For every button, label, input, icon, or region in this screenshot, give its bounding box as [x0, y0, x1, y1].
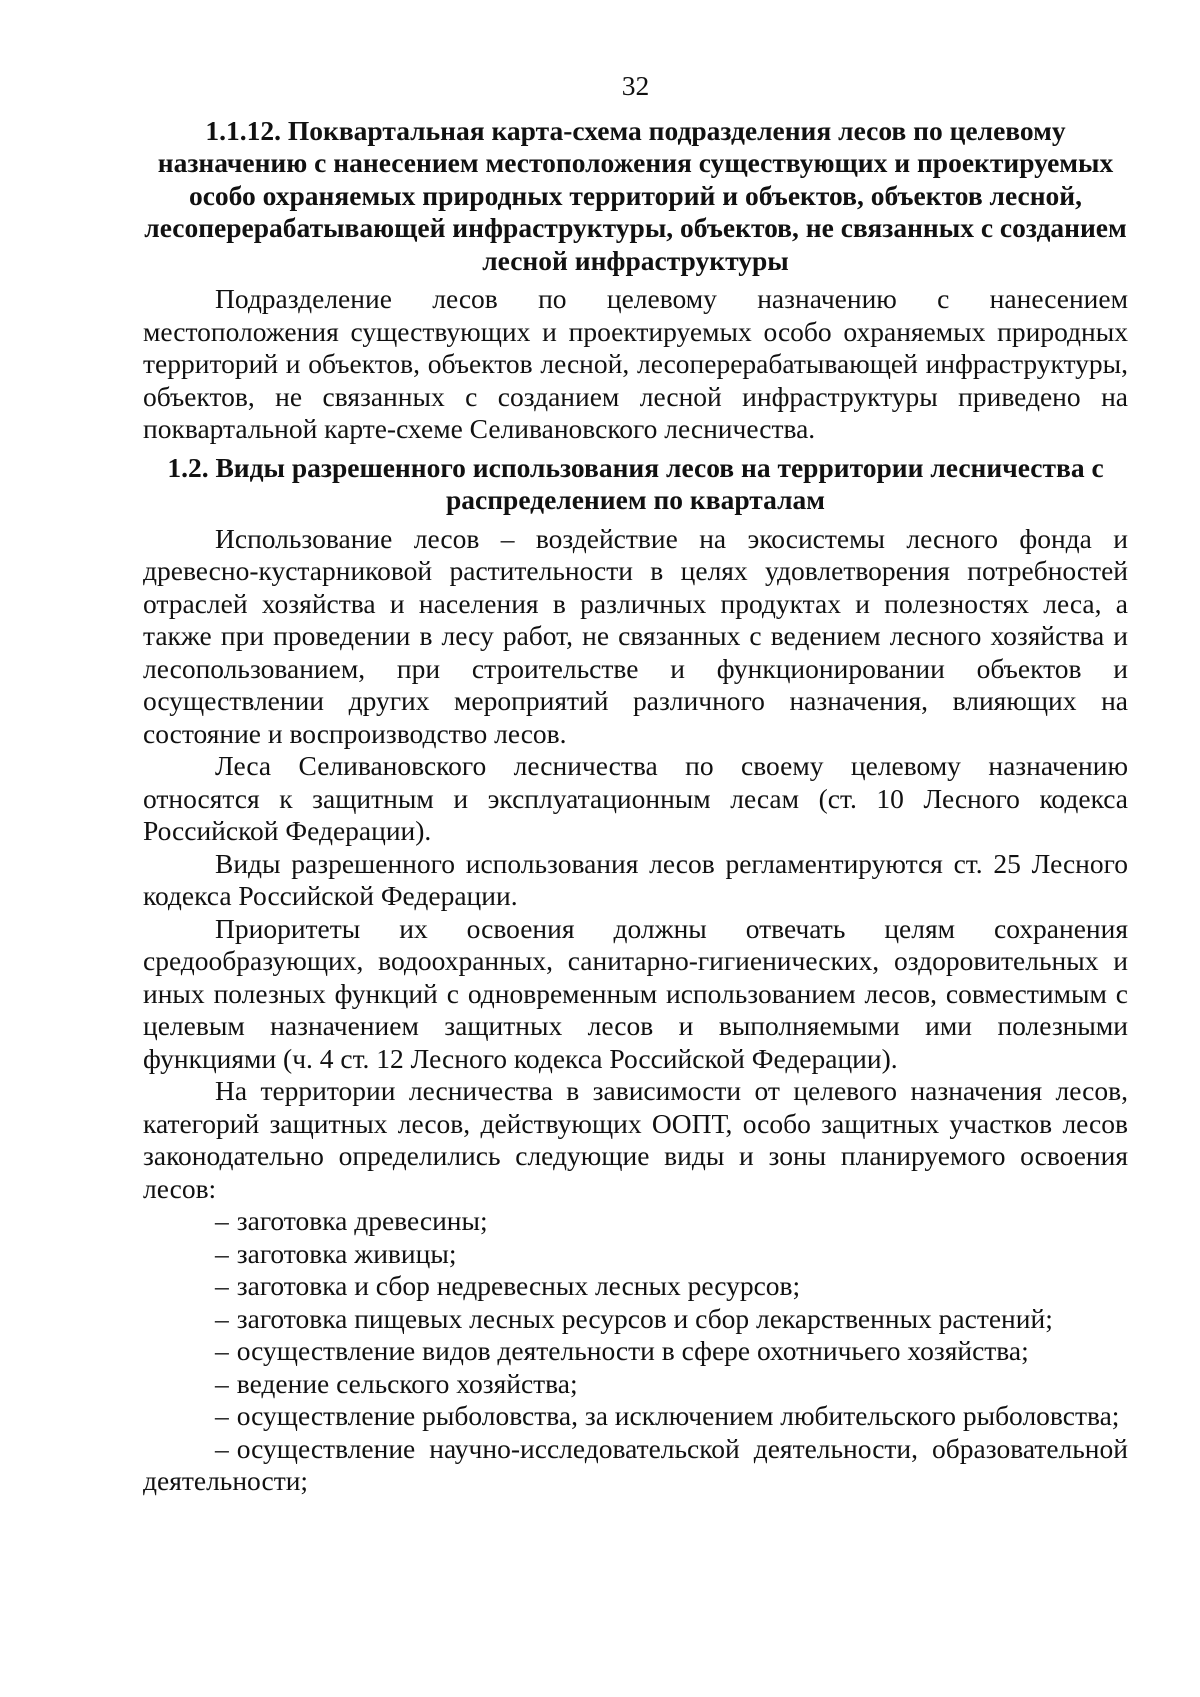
- body-paragraph: Подразделение лесов по целевому назначению с нанесением местоположения существующих и проектируемых особо охраняемых природных территорий и объектов, объектов лесной, лесоперерабатывающей инфраструктуры, объектов, не связанных с созданием лесной инфраструктуры приведено на поквартальной карте-схеме Селивановского лесничества.: [143, 283, 1128, 444]
- body-paragraph: Использование лесов – воздействие на экосистемы лесного фонда и древесно-кустарниковой растительности в целях удовлетворения потребностей отраслей хозяйства и населения в различных продуктах и полезностях леса, а также при проведении в лесу работ, не связанных с ведением лесного хозяйства и лесопользованием, при строительстве и функционировании объектов и осуществлении других мероприятий различного назначения, влияющих на состояние и воспроизводство лесов.: [143, 522, 1128, 749]
- list-item: [143, 1368, 1128, 1401]
- list-item-text: осуществление видов деятельности в сфере охотничьего хозяйства;: [236, 1335, 1029, 1366]
- section-1-2: [143, 452, 1128, 1498]
- list-item: [143, 1303, 1128, 1336]
- list-item-text: заготовка живицы;: [236, 1237, 457, 1269]
- dash-marker: –: [215, 1237, 229, 1269]
- list-item-text: осуществление рыболовства, за исключением любительского рыболовства;: [236, 1400, 1120, 1431]
- list-item: [143, 1270, 1128, 1303]
- dash-marker: –: [215, 1302, 229, 1334]
- body-paragraph: Приоритеты их освоения должны отвечать целям сохранения средообразующих, водоохранных, санитарно-гигиенических, оздоровительных и иных полезных функций с одновременным использованием лесов, совместимым с целевым назначением защитных лесов и выполняемыми ими полезными функциями (ч. 4 ст. 12 Лесного кодекса Российской Федерации).: [143, 912, 1128, 1074]
- body-paragraph: Леса Селивановского лесничества по своему целевому назначению относятся к защитным и эксплуатационным лесам (ст. 10 Лесного кодекса Российской Федерации).: [143, 750, 1128, 846]
- dash-marker: –: [215, 1432, 229, 1464]
- section-1-1-12: [143, 115, 1128, 446]
- forest-use-list: [143, 1205, 1128, 1498]
- list-item-text: заготовка пищевых лесных ресурсов и сбор лекарственных растений;: [236, 1302, 1053, 1334]
- list-item: [143, 1205, 1128, 1238]
- list-item: [143, 1433, 1128, 1498]
- list-item: [143, 1335, 1128, 1368]
- dash-marker: –: [215, 1270, 229, 1301]
- page-number: 32: [621, 70, 650, 101]
- dash-marker: –: [215, 1400, 229, 1431]
- body-paragraph: Виды разрешенного использования лесов регламентируются ст. 25 Лесного кодекса Российской Федерации.: [143, 847, 1128, 911]
- list-item-text: ведение сельского хозяйства;: [236, 1367, 578, 1399]
- body-paragraph: На территории лесничества в зависимости от целевого назначения лесов, категорий защитных лесов, действующих ООПТ, особо защитных участков лесов законодательно определились следующие виды и зоны планируемого освоения лесов:: [143, 1075, 1128, 1204]
- list-item-text: заготовка и сбор недревесных лесных ресурсов;: [236, 1270, 801, 1301]
- list-item-text: осуществление научно-исследовательской деятельности, образовательной деятельности;: [143, 1432, 1128, 1496]
- section-heading: 1.2. Виды разрешенного использования лесов на территории лесничества с распределением по кварталам: [167, 451, 1104, 515]
- section-heading: 1.1.12. Поквартальная карта-схема подразделения лесов по целевому назначению с нанесением местоположения существующих и проектируемых особо охраняемых природных территорий и объектов, объектов лесной, лесоперерабатывающей инфраструктуры, объектов, не связанных с созданием лесной инфраструктуры: [144, 114, 1127, 276]
- dash-marker: –: [215, 1367, 229, 1399]
- list-item: [143, 1400, 1128, 1433]
- list-item-text: заготовка древесины;: [236, 1205, 488, 1236]
- dash-marker: –: [215, 1335, 229, 1366]
- dash-marker: –: [215, 1205, 229, 1236]
- list-item: [143, 1238, 1128, 1271]
